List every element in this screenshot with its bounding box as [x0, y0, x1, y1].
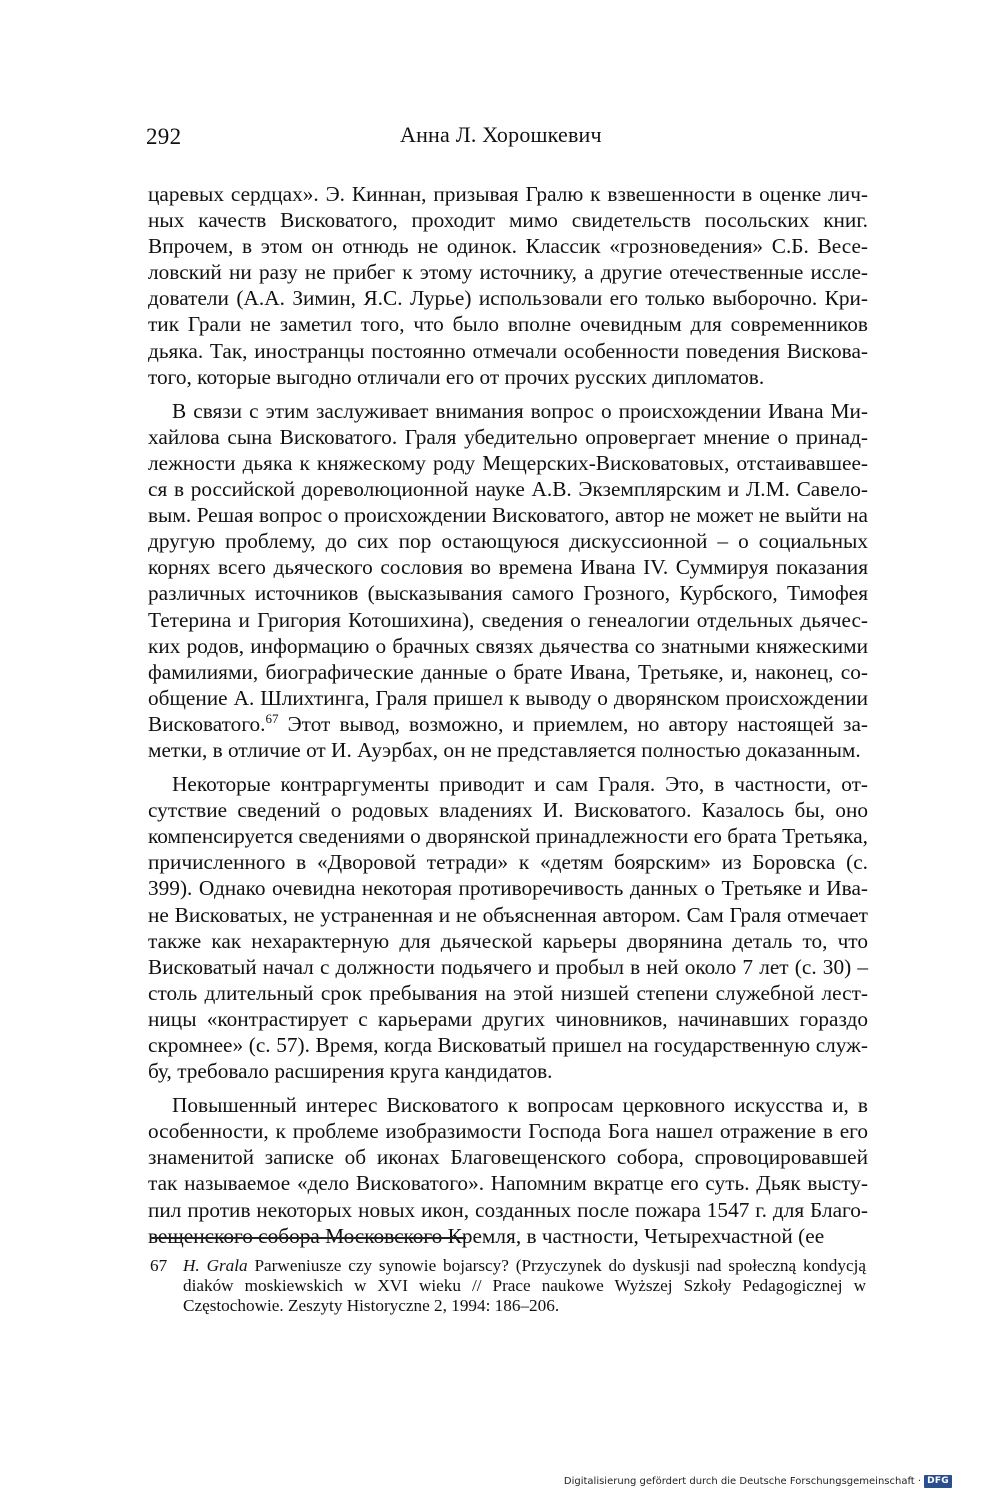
footnote-number: 67 [150, 1256, 168, 1275]
paragraph-4: Повышенный интерес Висковатого к вопросам церковного искусства и, в особенности, к проблеме изобразимости Господа Бога нашел отражение в его знаменитой записке об иконах Благовещенского собора, спровоцировавшей так называемое «дело Висковатого». Напомним вкратце его суть. Дьяк выступил против некоторых новых икон, созданных после пожара 1547 г. для Благовещенского собора Московского Кремля, в частности, Четырехчастной (ее [148, 1093, 868, 1248]
paragraph-2-text-a: В связи с этим заслуживает внимания вопрос о происхождении Ивана Михайлова сына Висковатого. Граля убедительно опровергает мнение о принадлежности дьяка к княжескому роду Мещерских-Висковатовых, отстаивавшееся в российской дореволюционной науке А.В. Экземплярским и Л.М. Савеловым. Решая вопрос о происхождении Висковатого, автор не может не выйти на другую проблему, до сих пор остающуюся дискуссионной – о социальных корнях всего дьяческого сословия во времена Ивана IV. Суммируя показания различных источников (высказывания самого Грозного, Курбского, Тимофея Тетерина и Григория Котошихина), сведения о генеалогии отдельных дьяческих родов, информацию о брачных связях дьячества со знатными княжескими фамилиями, биографические данные о брате Ивана, Третьяке, и, наконец, сообщение А. Шлихтинга, Граля пришел к выводу о дворянском происхождении Висковатого. [148, 398, 868, 736]
footnote-reference[interactable]: 67 [265, 710, 279, 726]
footnote-body [183, 1256, 866, 1316]
footnote-separator [150, 1237, 466, 1239]
footnote-author: H. Grala [183, 1256, 248, 1275]
footnote [150, 1256, 866, 1316]
paragraph-2-text-b: Этот вывод, возможно, и приемлем, но автору настоящей заметки, в отличие от И. Ауэрбах, он не представляется полностью доказанным. [148, 711, 868, 762]
body-text [148, 181, 868, 1257]
page-number: 292 [146, 124, 182, 149]
paragraph-3: Некоторые контраргументы приводит и сам Граля. Это, в частности, отсутствие сведений о родовых владениях И. Висковатого. Казалось бы, оно компенсируется сведениями о дворянской принадлежности его брата Третьяка, причисленного в «Дворовой тетради» к «детям боярским» из Боровска (с. 399). Однако очевидна некоторая противоречивость данных о Третьяке и Иване Висковатых, не устраненная и не объясненная автором. Сам Граля отмечает также как нехарактерную для дьяческой карьеры дворянина деталь то, что Висковатый начал с должности подьячего и пробыл в ней около 7 лет (с. 30) – столь длительный срок пребывания на этой низшей степени служебной лестницы «контрастирует с карьерами других чиновников, начинавших гораздо скромнее» (с. 57). Время, когда Висковатый пришел на государственную службу, требовало расширения круга кандидатов. [148, 772, 868, 1084]
digitization-credit-text: Digitalisierung gefördert durch die Deutsche Forschungsgemeinschaft · [563, 1476, 922, 1487]
paragraph-1: царевых сердцах». Э. Киннан, призывая Гралю к взвешенности в оценке личных качеств Висковатого, проходит мимо свидетельств посольских книг. Впрочем, в этом он отнюдь не одинок. Классик «грозноведения» С.Б. Веселовский ни разу не прибег к этому источнику, а другие отечественные исследователи (А.А. Зимин, Я.С. Лурье) использовали его только выборочно. Критик Грали не заметил того, что было вполне очевидным для современников дьяка. Так, иностранцы постоянно отмечали особенности поведения Висковатого, которые выгодно отличали его от прочих русских дипломатов. [148, 182, 868, 389]
dfg-logo-icon: DFG [924, 1475, 952, 1488]
running-head: Анна Л. Хорошкевич [400, 122, 602, 147]
footnote-text: Parweniusze czy synowie bojarscy? (Przyczynek do dyskusji nad społeczną kondycją diaków moskiewskich w XVI wieku // Prace naukowe Wyższej Szkoły Pedagogicznej w Częstochowie. Zeszyty Historyczne 2, 1994: 186–206. [183, 1256, 866, 1315]
paragraph-2 [148, 398, 868, 763]
digitization-credit [564, 1475, 952, 1488]
